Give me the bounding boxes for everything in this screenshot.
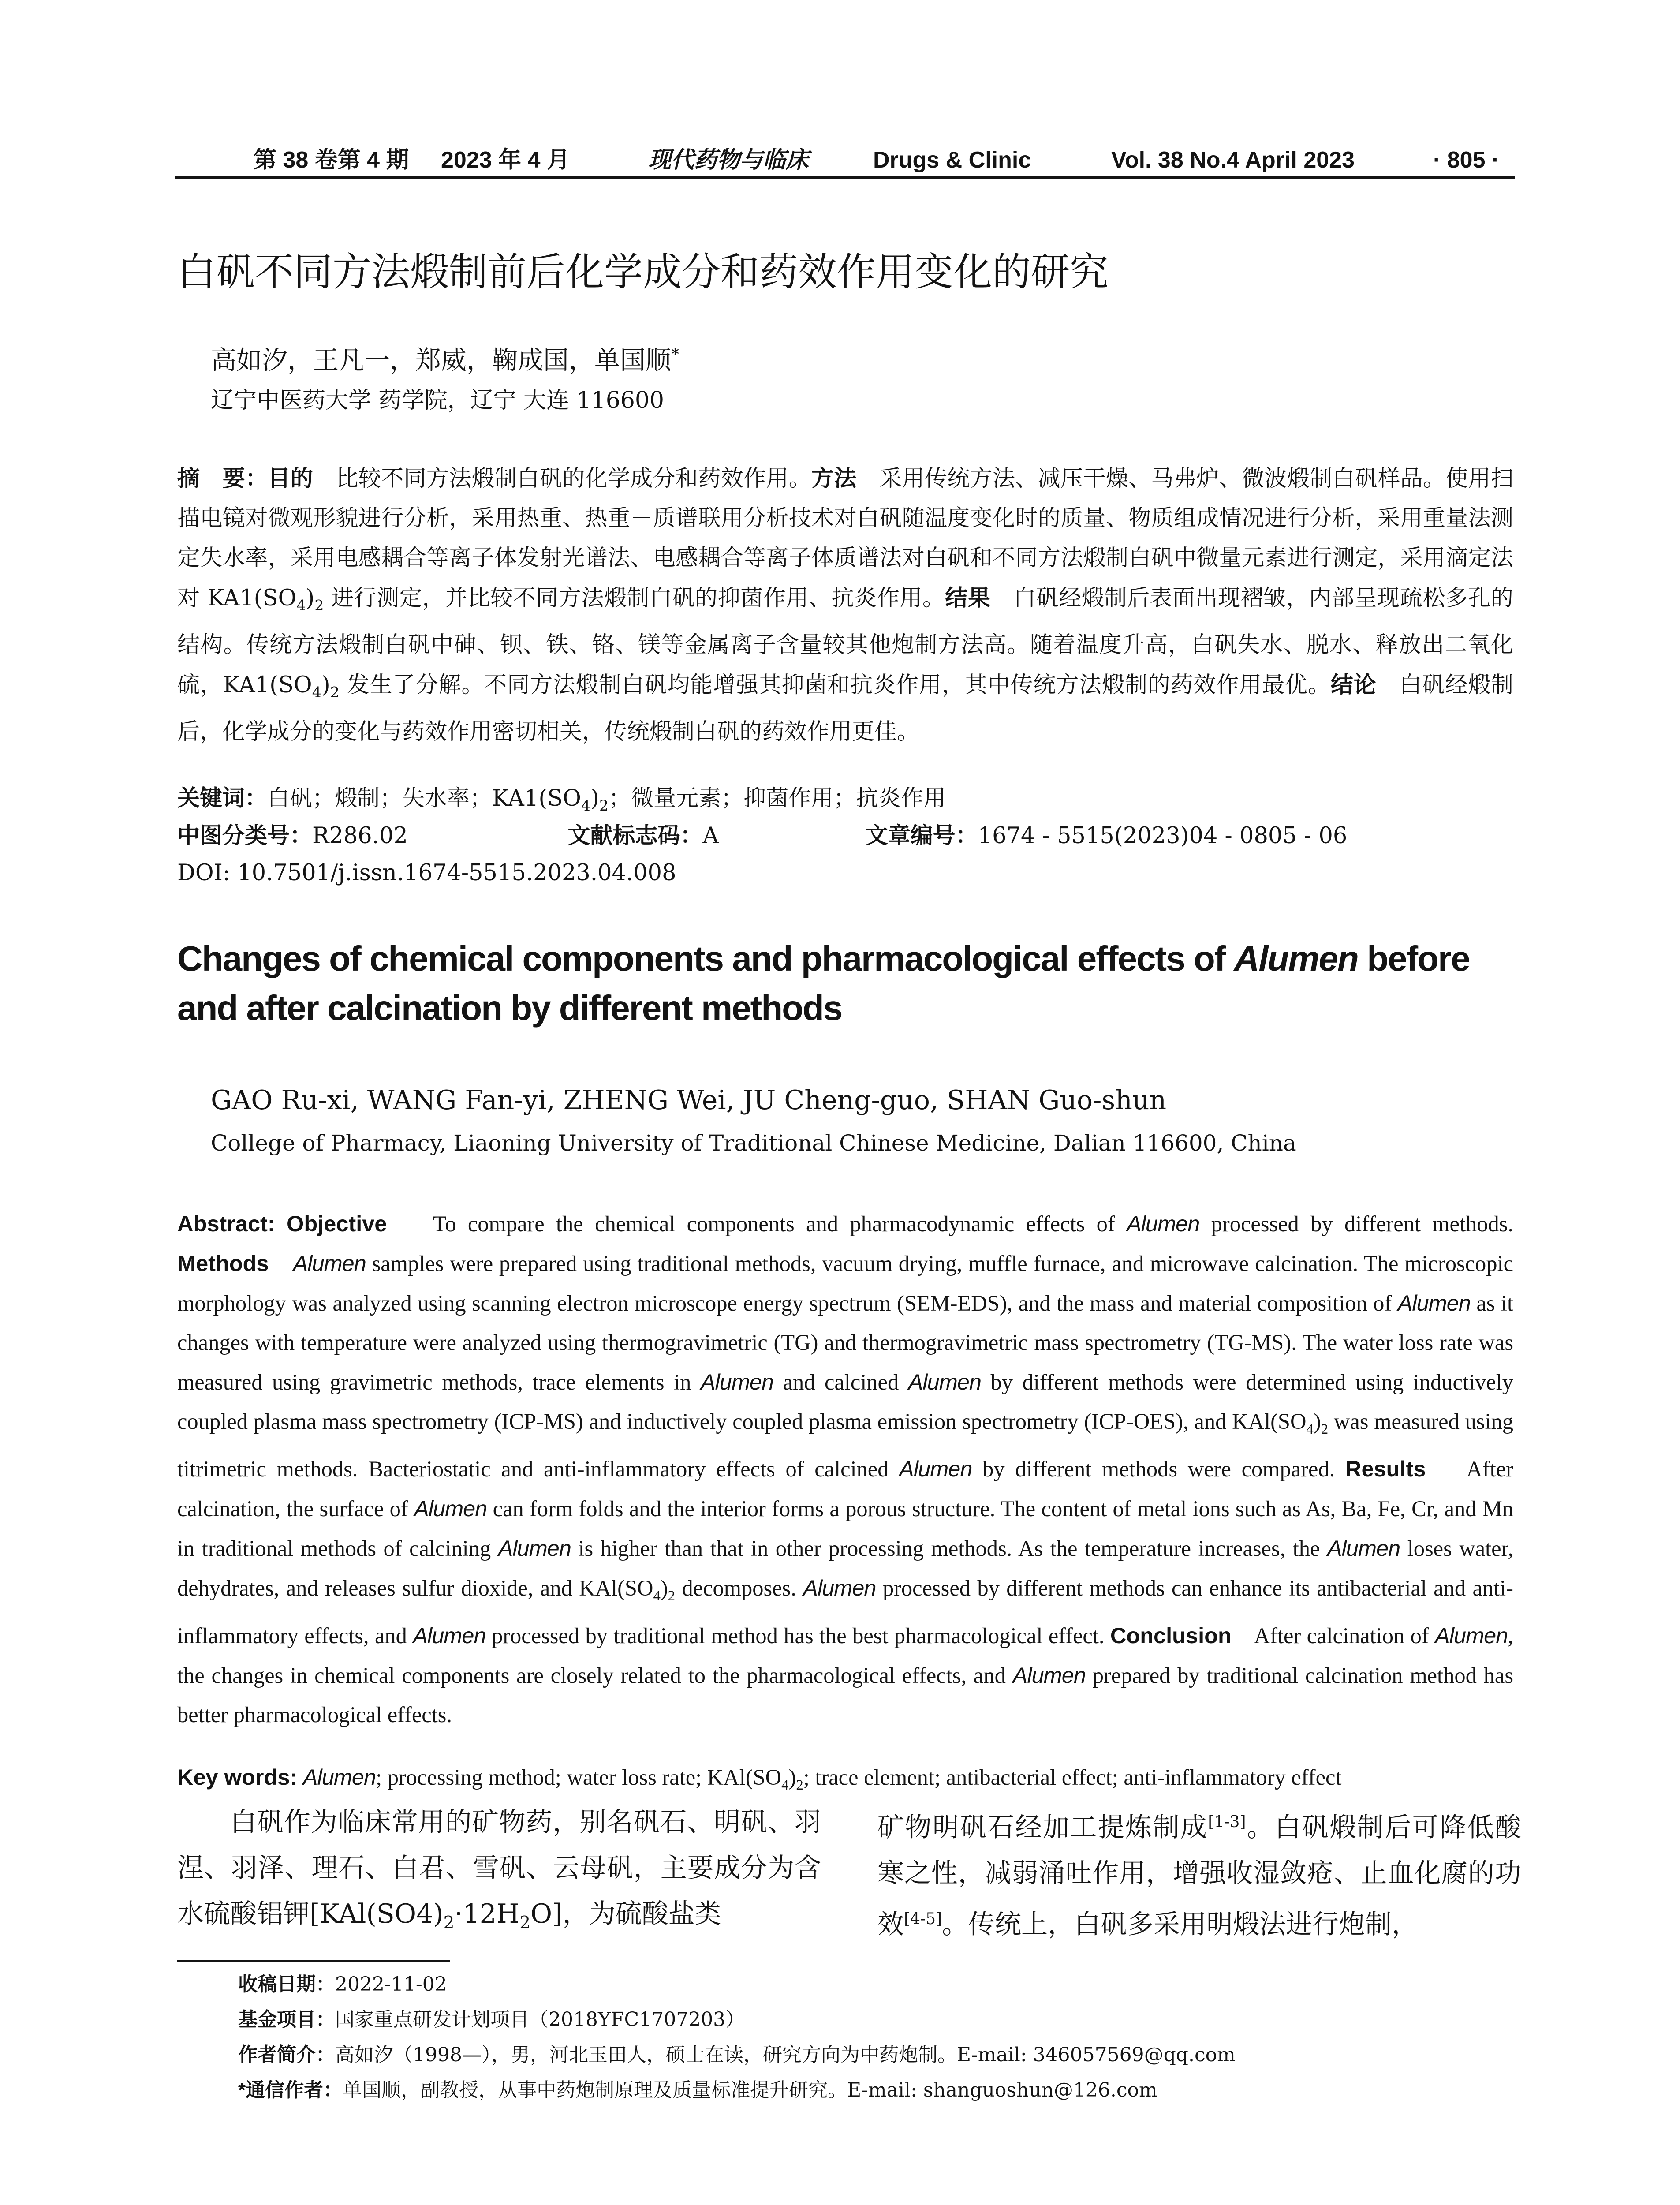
abstract-en-objective-label: Objective: [287, 1211, 387, 1236]
abstract-en: Abstract: Objective To compare the chemical components and pharmacodynamic effects of Alumen processed by different methods. Methods Alumen samples were prepared using traditional methods, vacuum drying, muffle furnace, and microwave calcination. The microscopic morphology was analyzed using scanning electron microscope energy spectrum (SEM-EDS), and the mass and material composition of Alumen as it changes with temperature were analyzed using thermogravimetric (TG) and thermogravimetric mass spectrometry (TG-MS). The water loss rate was measured using gravimetric methods, trace elements in Alumen and calcined Alumen by different methods were determined using inductively coupled plasma mass spectrometry (ICP-MS) and inductively coupled plasma emission spectrometry (ICP-OES), and $KAl(SO_4)_2$ was measured using titrimetric methods. Bacteriostatic and anti-inflammatory effects of calcined Alumen by different methods were compared. Results After calcination, the surface of Alumen can form folds and the interior forms a porous structure. The content of metal ions such as As, Ba, Fe, Cr, and Mn in traditional methods of calcining Alumen is higher than that in other processing methods. As the temperature increases, the Alumen loses water, dehydrates, and releases sulfur dioxide, and $KAl(SO_4)_2$ decomposes. Alumen processed by different methods can enhance its antibacterial and anti-inflammatory effects, and Alumen processed by traditional method has the best pharmacological effect. Conclusion After calcination of Alumen, the changes in chemical components are closely related to the pharmacological effects, and Alumen prepared by traditional calcination method has better pharmacological effects.: [177, 1211, 1514, 1727]
affiliation-cn: 辽宁中医药大学 药学院，辽宁 大连 116600: [211, 387, 665, 414]
abstract-en-label: Abstract:: [177, 1211, 275, 1236]
footnote-rule: [177, 1960, 450, 1962]
abstract-cn-methods: 采用传统方法、减压干燥、马弗炉、微波煅制白矾样品。使用扫描电镜对微观形貌进行分析，采用热重、热重－质谱联用分析技术对白矾随温度变化时的质量、物质组成情况进行分析，采用重量法测定失水率，采用电感耦合等离子体发射光谱法、电感耦合等离子体质谱法对白矾和不同方法煅制白矾中微量元素进行测定，采用滴定法对 $KA1(SO_4)_2$ 进行测定，并比较不同方法煅制白矾的抑菌作用、抗炎作用。: [177, 466, 1513, 614]
abstract-cn-results: 白矾经煅制后表面出现褶皱，内部呈现疏松多孔的结构。传统方法煅制白矾中砷、钡、铁、铬、镁等金属离子含量较其他炮制方法高。随着温度升高，白矾失水、脱水、释放出二氧化硫，$KA1(SO_4)_2$ 发生了分解。不同方法煅制白矾均能增强其抑菌和抗炎作用，其中传统方法煅制的药效作用最优。: [177, 585, 1513, 701]
abstract-en-results-label: Results: [1345, 1456, 1426, 1482]
body-column-right: 矿物明矾石经加工提炼制成[1-3]。白矾煅制后可降低酸寒之性，减弱涌吐作用，增强收湿敛疮、止血化腐的功效[4-5]。传统上，白矾多采用明煅法进行炮制，: [877, 1812, 1522, 1940]
header-volume-en: Vol. 38 No.4 April 2023: [1111, 147, 1355, 173]
header-page-number: · 805 ·: [1433, 147, 1500, 173]
page-title-cn: 白矾不同方法煅制前后化学成分和药效作用变化的研究: [177, 249, 1109, 295]
article-number-label: 文章编号：: [865, 823, 978, 848]
authors-cn: [211, 335, 679, 380]
article-number-value: 1674 - 5515(2023)04 - 0805 - 06: [978, 823, 1348, 849]
abstract-cn: [177, 459, 1513, 752]
corresponding-author-mark: *: [671, 346, 679, 364]
authors-en: GAO Ru-xi, WANG Fan-yi, ZHENG Wei, JU Cheng-guo, SHAN Guo-shun: [211, 1085, 1167, 1116]
header-rule: [175, 176, 1515, 179]
keywords-cn: 关键词：白矾；煅制；失水率；$KA1(SO_4)_2$；微量元素；抑菌作用；抗炎作用: [177, 785, 946, 815]
footnote-received: 收稿日期：2022-11-02: [238, 1973, 447, 1996]
abstract-cn-conclusion: 白矾经煅制后，化学成分的变化与药效作用密切相关，传统煅制白矾的药效作用更佳。: [177, 672, 1513, 745]
abstract-en-conclusion-label: Conclusion: [1110, 1623, 1232, 1648]
abstract-cn-label: 摘 要：: [177, 466, 268, 491]
affiliation-en: College of Pharmacy, Liaoning University of Traditional Chinese Medicine, Dalian 116600, China: [211, 1130, 1296, 1156]
abstract-cn-objective-label: 目的: [268, 466, 314, 491]
doc-code-label: 文献标志码：: [567, 823, 703, 848]
footnote-corresponding: *通信作者：单国顺，副教授，从事中药炮制原理及质量标准提升研究。E-mail: shanguoshun@126.com: [238, 2079, 1157, 2101]
header-date-cn: 2023 年 4 月: [441, 147, 570, 173]
clc-label: 中图分类号：: [177, 823, 313, 848]
doc-code-value: A: [702, 823, 719, 849]
abstract-en-methods-label: Methods: [177, 1251, 269, 1276]
doi: DOI: 10.7501/j.issn.1674-5515.2023.04.008: [177, 860, 676, 886]
header-journal-cn: 现代药物与临床: [648, 146, 809, 173]
citation-ref-4-5: [4-5]: [904, 1910, 942, 1928]
classification-line: [177, 818, 1347, 854]
abstract-cn-methods-label: 方法: [811, 466, 857, 491]
keywords-cn-label: 关键词：: [177, 785, 268, 811]
abstract-cn-conclusion-label: 结论: [1330, 672, 1377, 698]
citation-ref-1-3: [1-3]: [1208, 1813, 1246, 1831]
abstract-cn-results-label: 结果: [945, 585, 991, 610]
header-journal-en: Drugs & Clinic: [873, 147, 1031, 173]
keywords-en-label: Key words:: [177, 1764, 298, 1790]
header-volume-cn: 第 38 卷第 4 期: [254, 147, 409, 173]
body-column-left: 白矾作为临床常用的矿物药，别名矾石、明矾、羽涅、羽泽、理石、白君、雪矾、云母矾，主要成分为含水硫酸铝钾$[KAl(SO4)_2\cdot 12H_2O]$，为硫酸盐类: [177, 1807, 821, 1933]
footnote-author: 作者简介：高如汐（1998—），男，河北玉田人，硕士在读，研究方向为中药炮制。E-mail: 346057569@qq.com: [238, 2044, 1236, 2066]
clc-value: R286.02: [312, 823, 408, 849]
footnote-fund: 基金项目：国家重点研发计划项目（2018YFC1707203）: [238, 2008, 745, 2031]
authors-cn-names: 高如汐，王凡一，郑威，鞠成国，单国顺: [211, 345, 672, 375]
abstract-cn-objective: 比较不同方法煅制白矾的化学成分和药效作用。: [336, 466, 812, 492]
keywords-en: Key words: Alumen; processing method; water loss rate; $KAl(SO_4)_2$; trace element; antibacterial effect; anti-inflammatory effect: [177, 1764, 1342, 1794]
page-title-en: Changes of chemical components and pharmacological effects of Alumen before and after calcination by different methods: [177, 939, 1470, 1028]
